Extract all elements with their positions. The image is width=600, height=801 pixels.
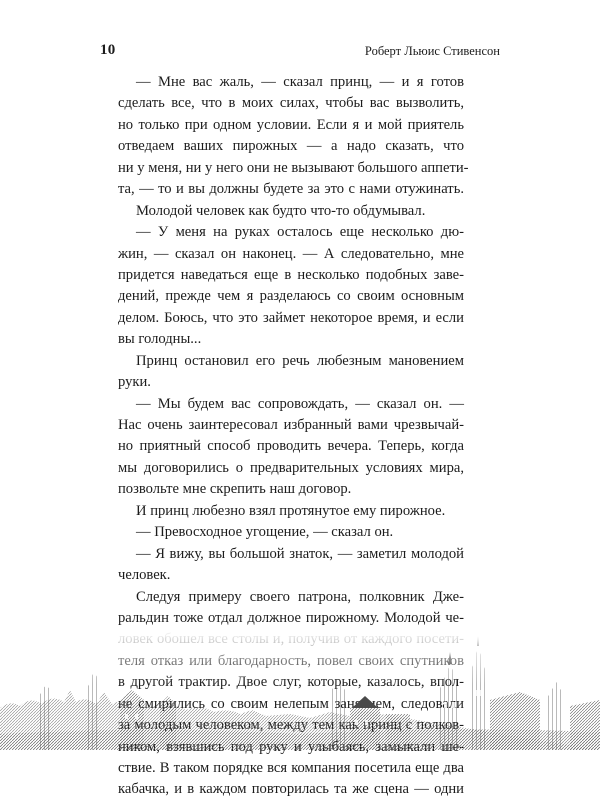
text-line: но приятный способ проводить вечера. Теперь, когда <box>118 438 464 455</box>
text-line: но только при одном условии. Если я и мой приятель <box>118 116 464 133</box>
text-line: руки. <box>118 374 151 391</box>
text-line: кабачка, и в каждом повторилась та же сцена — одни <box>118 781 464 798</box>
town-skyline-engraving-icon <box>0 630 600 750</box>
text-line: — Превосходное угощение, — сказал он. <box>136 524 394 541</box>
text-line: отведаем ваших пирожных — а надо сказать, что <box>118 138 464 155</box>
text-line: Следуя примеру своего патрона, полковник Дже- <box>136 588 464 605</box>
text-line: Молодой человек как будто что-то обдумывал. <box>136 202 426 219</box>
text-line: человек. <box>118 567 171 584</box>
text-line: сделать все, что в моих силах, чтобы вас вызволить, <box>118 95 464 112</box>
running-head: Роберт Льюис Стивенсон <box>364 44 500 58</box>
text-line: делом. Боюсь, что это займет некоторое время, и если <box>118 309 464 326</box>
page-number: 10 <box>100 42 116 58</box>
text-line: позвольте мне скрепить наш договор. <box>118 481 352 498</box>
text-line: мы договорились о предварительных условиях мира, <box>118 459 464 476</box>
text-line: ральдин тоже отдал должное пирожному. Молодой че- <box>118 609 464 626</box>
text-line: — Мы будем вас сопровождать, — сказал он. — <box>136 395 464 412</box>
text-line: ствие. В таком порядке вся компания посетила еще два <box>118 760 464 776</box>
text-line: жин, — сказал он наконец. — А следовательно, мне <box>118 245 464 262</box>
text-line: вы голодны... <box>118 331 202 348</box>
text-line: Нас очень заинтересовал избранный вами чрезвычай- <box>118 417 464 433</box>
text-line: — Я вижу, вы большой знаток, — заметил молодой <box>136 545 464 562</box>
text-line: придется наведаться еще в несколько подобных заве- <box>118 266 464 283</box>
text-line: — У меня на руках осталось еще несколько дю- <box>136 224 464 241</box>
text-line: ни у меня, ни у него они не вызывают большого аппети- <box>118 159 469 176</box>
text-line: И принц любезно взял протянутое ему пирожное. <box>136 502 446 519</box>
text-line: — Мне вас жаль, — сказал принц, — и я готов <box>136 74 464 90</box>
text-line: та, — то и вы должны будете за это с нами отужинать. <box>118 181 464 198</box>
text-line: Принц остановил его речь любезным мановением <box>136 352 464 369</box>
text-line: дений, прежде чем я разделаюсь со своим основным <box>118 288 464 305</box>
